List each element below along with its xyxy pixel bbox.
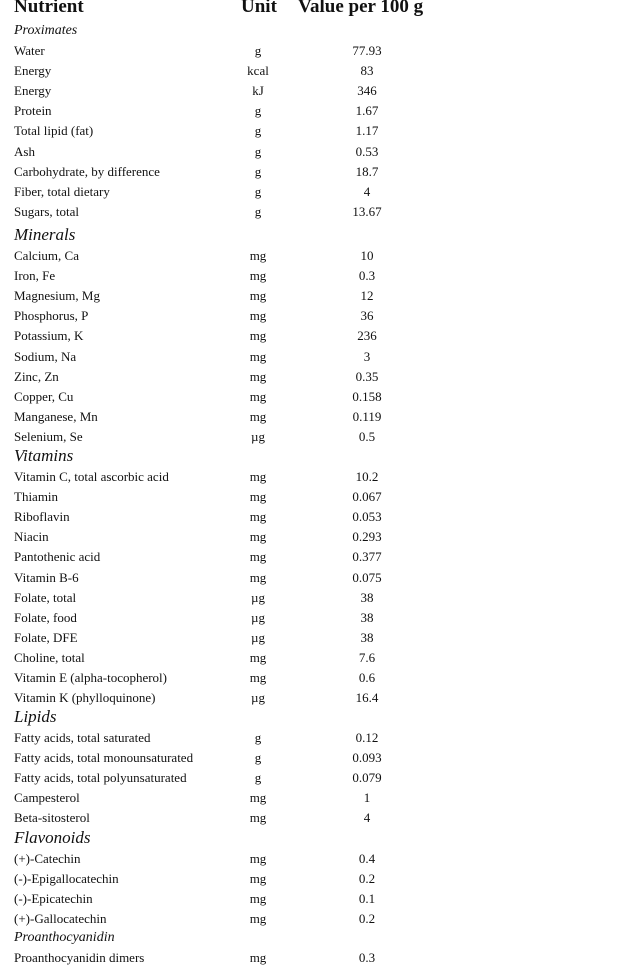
nutrient-unit: mg (249, 529, 267, 544)
table-row (0, 768, 621, 788)
nutrient-name: Vitamin B-6 (14, 570, 79, 585)
nutrient-name: Folate, total (14, 590, 77, 605)
nutrient-unit: µg (251, 590, 265, 605)
nutrient-name: Potassium, K (14, 328, 84, 343)
nutrient-name: Campesterol (14, 790, 80, 805)
nutrient-unit: mg (249, 549, 267, 564)
header-nutrient: Nutrient (14, 0, 84, 17)
nutrient-value: 18.7 (355, 164, 379, 179)
nutrient-unit: kcal (247, 63, 269, 78)
table-row (0, 889, 621, 909)
nutrient-name: Protein (14, 103, 52, 118)
nutrient-name: Fatty acids, total saturated (14, 730, 151, 745)
table-row (0, 142, 621, 162)
section-heading: Lipids (14, 707, 57, 726)
nutrient-unit: mg (249, 810, 267, 825)
nutrient-name: Fatty acids, total monounsaturated (14, 750, 194, 765)
table-row (0, 347, 621, 367)
nutrient-unit: mg (249, 570, 267, 585)
table-row (0, 286, 621, 306)
nutrient-unit: mg (249, 288, 267, 303)
nutrient-name: Sugars, total (14, 204, 79, 219)
table-row (0, 467, 621, 487)
table-row (0, 202, 621, 222)
nutrient-value: 0.377 (352, 549, 382, 564)
nutrient-unit: mg (249, 268, 267, 283)
nutrient-unit: µg (251, 630, 265, 645)
nutrient-name: Iron, Fe (14, 268, 56, 283)
nutrient-name: Selenium, Se (14, 429, 83, 444)
nutrient-unit: µg (251, 610, 265, 625)
nutrient-name: Carbohydrate, by difference (14, 164, 160, 179)
table-row (0, 588, 621, 608)
nutrient-name: Manganese, Mn (14, 409, 98, 424)
nutrient-value: 0.075 (352, 570, 382, 585)
nutrient-name: Magnesium, Mg (14, 288, 100, 303)
nutrient-value: 16.4 (355, 690, 379, 705)
table-row (0, 61, 621, 81)
nutrient-name: (-)-Epigallocatechin (14, 871, 119, 886)
nutrient-unit: g (254, 750, 262, 765)
nutrient-unit: mg (249, 389, 267, 404)
nutrient-value: 1 (363, 790, 371, 805)
nutrient-value: 0.53 (355, 144, 379, 159)
table-row (0, 507, 621, 527)
nutrient-value: 4 (363, 810, 371, 825)
table-row (0, 41, 621, 61)
header-value: Value per 100 g (298, 0, 424, 17)
nutrient-name: Proanthocyanidin dimers (14, 950, 145, 965)
nutrient-value: 1.17 (355, 123, 379, 138)
nutrient-value: 36 (360, 308, 374, 323)
table-row (0, 688, 621, 708)
nutrient-unit: mg (249, 851, 267, 866)
section-heading: Proximates (14, 23, 78, 38)
table-row (0, 326, 621, 346)
nutrient-name: Folate, food (14, 610, 77, 625)
nutrient-value: 0.079 (352, 770, 382, 785)
nutrient-value: 1.67 (355, 103, 379, 118)
nutrient-value: 83 (360, 63, 374, 78)
nutrient-value: 0.293 (352, 529, 382, 544)
header-unit: Unit (241, 0, 277, 17)
nutrient-value: 38 (360, 630, 374, 645)
table-row (0, 948, 621, 968)
nutrient-value: 0.6 (358, 670, 376, 685)
nutrient-name: Thiamin (14, 489, 59, 504)
nutrient-unit: g (254, 43, 262, 58)
nutrient-name: Fatty acids, total polyunsaturated (14, 770, 187, 785)
table-row (0, 407, 621, 427)
nutrient-value: 0.053 (352, 509, 382, 524)
nutrient-value: 10 (360, 248, 374, 263)
table-row (0, 246, 621, 266)
table-row (0, 306, 621, 326)
table-row (0, 367, 621, 387)
nutrient-name: Energy (14, 63, 52, 78)
nutrient-unit: g (254, 123, 262, 138)
nutrient-unit: g (254, 103, 262, 118)
table-row (0, 387, 621, 407)
table-row (0, 808, 621, 828)
nutrient-value: 0.2 (358, 871, 376, 886)
nutrient-name: (+)-Catechin (14, 851, 81, 866)
nutrient-unit: mg (249, 871, 267, 886)
nutrient-value: 346 (357, 83, 377, 98)
nutrient-value: 0.1 (358, 891, 376, 906)
section-heading: Vitamins (14, 446, 74, 465)
nutrient-name: Phosphorus, P (14, 308, 89, 323)
nutrient-value: 10.2 (355, 469, 379, 484)
nutrient-name: Vitamin E (alpha-tocopherol) (14, 670, 167, 685)
nutrient-name: Fiber, total dietary (14, 184, 110, 199)
nutrient-value: 0.093 (352, 750, 382, 765)
nutrient-value: 0.3 (358, 950, 376, 965)
nutrient-unit: mg (249, 369, 267, 384)
nutrient-name: Water (14, 43, 45, 58)
nutrient-unit: g (254, 184, 262, 199)
nutrient-unit: mg (249, 349, 267, 364)
nutrient-value: 38 (360, 610, 374, 625)
table-row (0, 547, 621, 567)
nutrient-name: Ash (14, 144, 35, 159)
table-row (0, 81, 621, 101)
nutrient-value: 0.119 (352, 409, 382, 424)
nutrient-unit: mg (249, 509, 267, 524)
nutrient-name: Beta-sitosterol (14, 810, 90, 825)
table-row (0, 101, 621, 121)
nutrient-value: 13.67 (352, 204, 382, 219)
nutrient-unit: mg (249, 489, 267, 504)
nutrient-name: (+)-Gallocatechin (14, 911, 107, 926)
nutrient-unit: mg (249, 328, 267, 343)
nutrient-name: Copper, Cu (14, 389, 74, 404)
nutrient-name: Folate, DFE (14, 630, 78, 645)
nutrient-value: 0.158 (352, 389, 382, 404)
nutrient-name: Calcium, Ca (14, 248, 79, 263)
nutrient-value: 0.2 (358, 911, 376, 926)
nutrient-value: 3 (363, 349, 371, 364)
nutrient-name: Total lipid (fat) (14, 123, 94, 138)
nutrient-name: Sodium, Na (14, 349, 77, 364)
nutrient-value: 12 (360, 288, 374, 303)
nutrient-unit: mg (249, 409, 267, 424)
nutrient-name: Zinc, Zn (14, 369, 59, 384)
table-row (0, 527, 621, 547)
nutrient-unit: g (254, 144, 262, 159)
table-row (0, 909, 621, 929)
nutrient-unit: mg (249, 469, 267, 484)
nutrient-name: (-)-Epicatechin (14, 891, 93, 906)
nutrient-value: 0.4 (358, 851, 376, 866)
table-row (0, 748, 621, 768)
nutrient-value: 0.067 (352, 489, 382, 504)
nutrient-unit: mg (249, 650, 267, 665)
nutrient-unit: g (254, 164, 262, 179)
table-row (0, 487, 621, 507)
nutrient-name: Energy (14, 83, 52, 98)
nutrient-unit: mg (249, 248, 267, 263)
table-row (0, 869, 621, 889)
table-row (0, 849, 621, 869)
nutrient-unit: mg (249, 790, 267, 805)
table-row (0, 568, 621, 588)
table-row (0, 427, 621, 447)
nutrient-unit: g (254, 770, 262, 785)
nutrient-unit: mg (249, 308, 267, 323)
nutrient-value: 0.35 (355, 369, 379, 384)
nutrient-name: Choline, total (14, 650, 85, 665)
nutrient-unit: µg (251, 690, 265, 705)
nutrient-name: Niacin (14, 529, 49, 544)
nutrient-value: 0.3 (358, 268, 376, 283)
nutrient-value: 4 (363, 184, 371, 199)
table-row (0, 608, 621, 628)
nutrient-value: 7.6 (358, 650, 376, 665)
nutrient-unit: mg (249, 950, 267, 965)
section-heading: Proanthocyanidin (14, 930, 115, 945)
table-row (0, 182, 621, 202)
nutrient-unit: mg (249, 891, 267, 906)
nutrient-unit: g (254, 204, 262, 219)
nutrient-unit: mg (249, 670, 267, 685)
table-row (0, 162, 621, 182)
nutrient-unit: mg (249, 911, 267, 926)
table-row (0, 668, 621, 688)
nutrient-name: Vitamin K (phylloquinone) (14, 690, 156, 705)
nutrient-value: 77.93 (352, 43, 382, 58)
section-heading: Flavonoids (14, 828, 91, 847)
table-row (0, 648, 621, 668)
nutrient-unit: kJ (252, 83, 264, 98)
table-row (0, 788, 621, 808)
nutrient-unit: µg (251, 429, 265, 444)
table-row (0, 728, 621, 748)
nutrient-name: Vitamin C, total ascorbic acid (14, 469, 169, 484)
nutrient-value: 38 (360, 590, 374, 605)
table-row (0, 628, 621, 648)
table-row (0, 121, 621, 141)
nutrient-value: 236 (357, 328, 377, 343)
nutrient-name: Riboflavin (14, 509, 70, 524)
nutrient-value: 0.12 (355, 730, 379, 745)
nutrient-unit: g (254, 730, 262, 745)
table-row (0, 266, 621, 286)
nutrient-value: 0.5 (358, 429, 376, 444)
section-heading: Minerals (14, 225, 76, 244)
nutrient-name: Pantothenic acid (14, 549, 101, 564)
